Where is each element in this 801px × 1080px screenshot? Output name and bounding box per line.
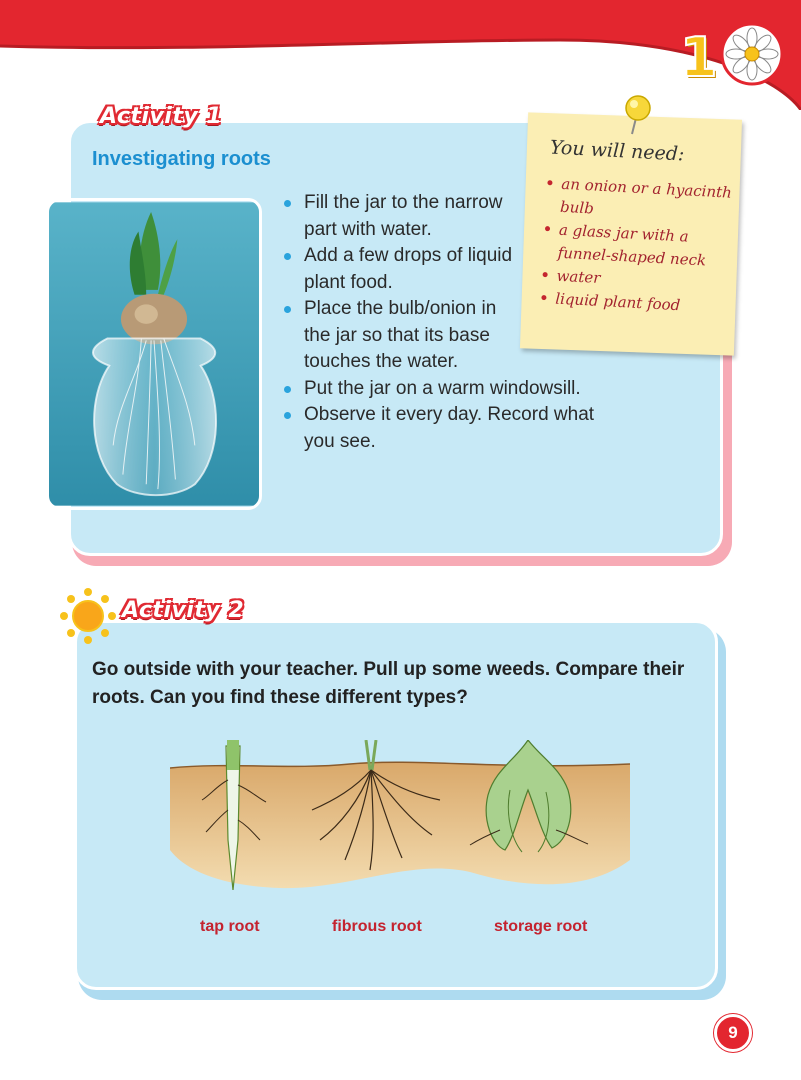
chapter-number: 1	[680, 26, 718, 89]
step-item: Fill the jar to the narrow part with water.	[282, 190, 522, 243]
fibrous-root-label: fibrous root	[332, 918, 422, 935]
note-heading: You will need:	[549, 136, 685, 166]
root-types-illustration	[170, 740, 630, 900]
sun-icon	[60, 588, 116, 644]
step-item: Observe it every day. Record what you see.	[282, 402, 612, 455]
activity1-title: Activity 1	[100, 104, 223, 129]
material-item: an onion or a hyacinth bulb	[544, 172, 736, 228]
materials-list	[539, 172, 736, 320]
activity1-subtitle: Investigating roots	[92, 148, 271, 170]
hyacinth-jar-photo	[46, 198, 262, 510]
storage-root-label: storage root	[494, 918, 588, 935]
material-item: a glass jar with a funnel-shaped neck	[541, 218, 733, 274]
step-item: Add a few drops of liquid plant food.	[282, 243, 522, 296]
activity2-instructions: Go outside with your teacher. Pull up some weeds. Compare their roots. Can you find these different types?	[92, 659, 685, 708]
step-item: Put the jar on a warm windowsill.	[282, 376, 642, 403]
tap-root-label: tap root	[200, 918, 260, 935]
page-number: 9	[714, 1014, 752, 1052]
pushpin-icon	[618, 94, 658, 138]
step-item: Place the bulb/onion in the jar so that its base touches the water.	[282, 296, 522, 376]
daisy-icon	[720, 22, 784, 86]
chapter-badge	[672, 22, 792, 92]
material-item: water	[540, 264, 731, 297]
material-item: liquid plant food	[539, 287, 730, 320]
activity2-title: Activity 2	[122, 598, 245, 623]
